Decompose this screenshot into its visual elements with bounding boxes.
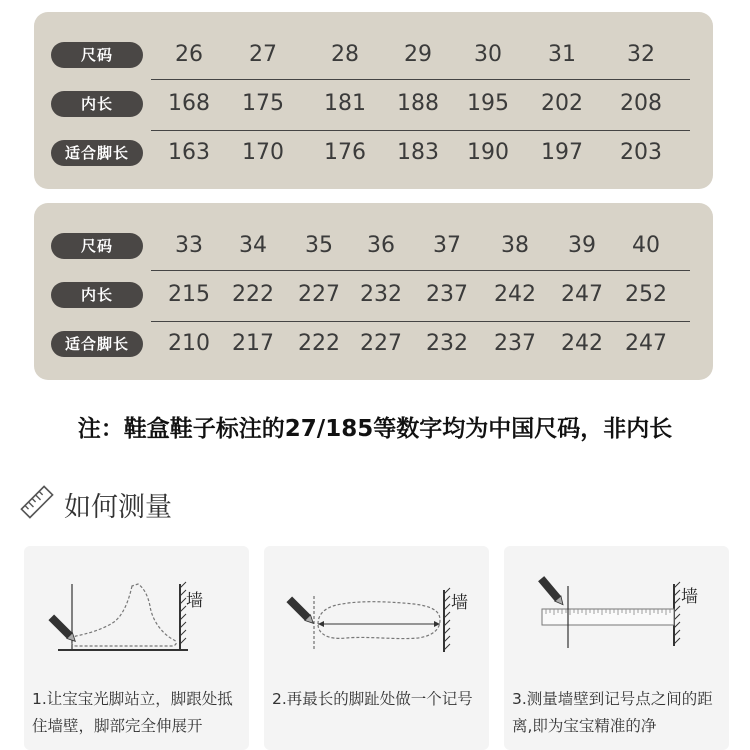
step-1-text: 1.让宝宝光脚站立，脚跟处抵住墙壁，脚部完全伸展开 [32, 690, 233, 735]
size-table-2 [34, 203, 713, 380]
inner-length-cell: 195 [467, 91, 509, 116]
foot-length-cell: 190 [467, 140, 509, 165]
inner-length-cell: 232 [360, 282, 402, 307]
inner-length-row [34, 274, 713, 314]
wall-label: 墙 [451, 593, 468, 613]
size-cells [34, 225, 713, 265]
size-cell: 39 [568, 233, 596, 258]
foot-length-cells [34, 132, 713, 172]
size-row-label: 尺码 [51, 42, 143, 68]
step-card-3 [504, 546, 729, 750]
size-cell: 36 [367, 233, 395, 258]
inner-length-cell: 168 [168, 91, 210, 116]
how-to-measure-heading [20, 482, 172, 526]
foot-marking-illustration [264, 546, 489, 686]
inner-length-cell: 252 [625, 282, 667, 307]
foot-length-cell: 217 [232, 331, 274, 356]
wall-label: 墙 [186, 591, 203, 611]
foot-length-cell: 170 [242, 140, 284, 165]
inner-length-cell: 215 [168, 282, 210, 307]
inner-length-cell: 175 [242, 91, 284, 116]
size-cell: 26 [175, 42, 203, 67]
row-divider [151, 130, 690, 131]
foot-length-row [34, 132, 713, 172]
row-divider [151, 321, 690, 322]
inner-length-label: 内长 [51, 282, 143, 308]
foot-length-cell: 222 [298, 331, 340, 356]
foot-length-cell: 242 [561, 331, 603, 356]
foot-length-cell: 210 [168, 331, 210, 356]
foot-length-cell: 237 [494, 331, 536, 356]
step-3-text: 3.测量墙壁到记号点之间的距离,即为宝宝精准的净 [512, 690, 713, 735]
foot-length-cell: 232 [426, 331, 468, 356]
row-divider [151, 270, 690, 271]
size-cell: 27 [249, 42, 277, 67]
foot-standing-illustration [24, 546, 249, 686]
foot-length-cell: 163 [168, 140, 210, 165]
inner-length-cell: 188 [397, 91, 439, 116]
inner-length-cells [34, 83, 713, 123]
foot-length-cells [34, 323, 713, 363]
size-cell: 32 [627, 42, 655, 67]
ruler-icon [20, 485, 54, 523]
foot-length-cell: 227 [360, 331, 402, 356]
foot-length-cell: 176 [324, 140, 366, 165]
size-cell: 38 [501, 233, 529, 258]
section-title: 如何测量 [64, 491, 172, 523]
foot-length-row [34, 323, 713, 363]
inner-length-label: 内长 [51, 91, 143, 117]
size-cell: 28 [331, 42, 359, 67]
inner-length-row [34, 83, 713, 123]
size-row-label: 尺码 [51, 233, 143, 259]
inner-length-cell: 181 [324, 91, 366, 116]
foot-length-cell: 203 [620, 140, 662, 165]
step-card-1 [24, 546, 249, 750]
size-cell: 35 [305, 233, 333, 258]
inner-length-cell: 227 [298, 282, 340, 307]
size-cell: 37 [433, 233, 461, 258]
step-card-2 [264, 546, 489, 750]
foot-length-label: 适合脚长 [51, 140, 143, 166]
inner-length-cell: 247 [561, 282, 603, 307]
ruler-measure-illustration [504, 546, 729, 686]
inner-length-cell: 242 [494, 282, 536, 307]
inner-length-cell: 202 [541, 91, 583, 116]
foot-length-cell: 197 [541, 140, 583, 165]
size-note: 注：鞋盒鞋子标注的27/185等数字均为中国尺码，非内长 [77, 416, 673, 442]
inner-length-cell: 222 [232, 282, 274, 307]
wall-label: 墙 [681, 587, 698, 607]
size-cell: 34 [239, 233, 267, 258]
size-cell: 30 [474, 42, 502, 67]
inner-length-cell: 208 [620, 91, 662, 116]
inner-length-cells [34, 274, 713, 314]
size-cells [34, 34, 713, 74]
size-cell: 33 [175, 233, 203, 258]
inner-length-cell: 237 [426, 282, 468, 307]
size-cell: 31 [548, 42, 576, 67]
foot-length-cell: 183 [397, 140, 439, 165]
size-cell: 29 [404, 42, 432, 67]
size-row [34, 225, 713, 265]
size-table-1 [34, 12, 713, 189]
row-divider [151, 79, 690, 80]
foot-length-label: 适合脚长 [51, 331, 143, 357]
foot-length-cell: 247 [625, 331, 667, 356]
size-cell: 40 [632, 233, 660, 258]
step-2-text: 2.再最长的脚趾处做一个记号 [272, 690, 473, 708]
size-row [34, 34, 713, 74]
